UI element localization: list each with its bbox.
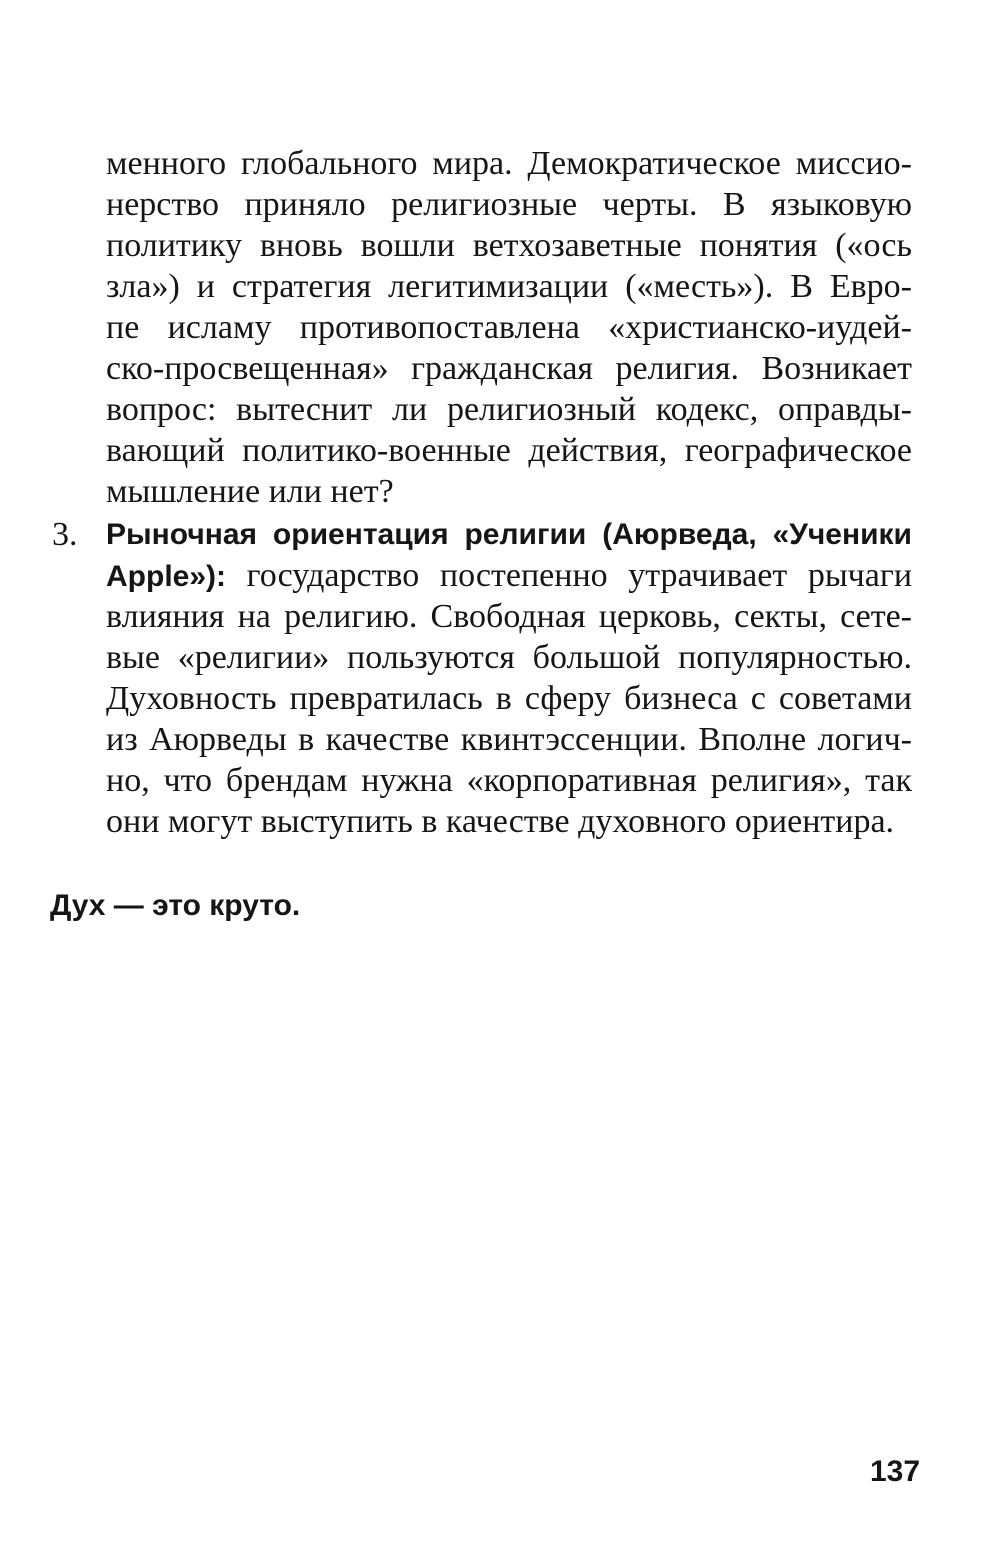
paragraph-line: менного глобального мира. Демократическое миссио- [106, 145, 912, 182]
paragraph-line: мышление или нет? [106, 473, 394, 510]
list-item-line: из Аюрведы в качестве квинтэссенции. Вполне логич- [106, 721, 912, 758]
paragraph-line: пе исламу противопоставлена «христианско-иудей- [106, 309, 912, 346]
list-item-heading-end: Apple»): [106, 560, 226, 593]
list-item-text: государство постепенно утрачивает рычаги [246, 557, 913, 594]
paragraph-line: нерство приняло религиозные черты. В языковую [106, 186, 912, 223]
paragraph-line: вопрос: вытеснит ли религиозный кодекс, оправды- [106, 391, 912, 428]
list-item-line: влияния на религию. Свободная церковь, секты, сете- [106, 598, 912, 635]
paragraph-line: зла») и стратегия легитимизации («месть»). В Евро- [106, 268, 912, 305]
list-item-heading: Рыночная ориентация религии (Аюрведа, «Ученики [106, 518, 912, 551]
page-number: 137 [870, 1455, 921, 1488]
paragraph-line: вающий политико-военные действия, географическое [106, 432, 912, 469]
list-item-line: Духовность превратилась в сферу бизнеса с советами [106, 680, 912, 717]
list-item-line [106, 554, 912, 598]
closing-line: Дух — это круто. [50, 889, 301, 922]
list-item-line: они могут выступить в качестве духовного ориентира. [106, 803, 895, 840]
paragraph-line: политику вновь вошли ветхозаветные понятия («ось [106, 227, 912, 264]
list-item-line: но, что брендам нужна «корпоративная религия», так [106, 762, 912, 799]
list-item-line: вые «религии» пользуются большой популярностью. [106, 639, 912, 676]
list-item-number: 3. [52, 516, 78, 553]
paragraph-line: ско-просвещенная» гражданская религия. Возникает [106, 350, 912, 387]
